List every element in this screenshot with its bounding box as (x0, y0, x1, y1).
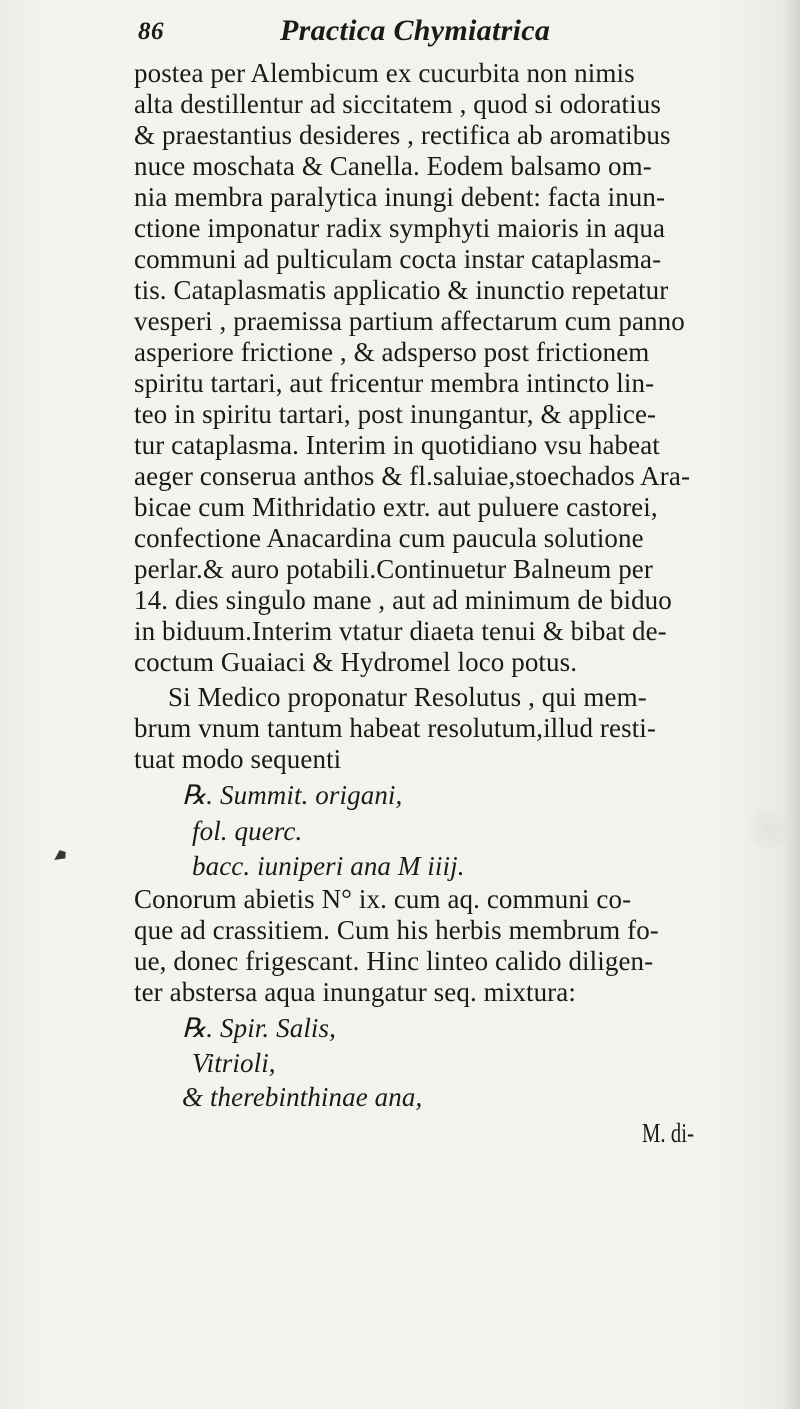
prescription-line: Vitrioli, (192, 1048, 276, 1078)
text-line: coctum Guaiaci & Hydromel loco potus. (134, 647, 578, 677)
text-line: postea per Alembicum ex cucurbita non nimis (134, 58, 635, 88)
text-line: teo in spiritu tartari, post inungantur, & applice- (134, 399, 657, 429)
text-line: ctione imponatur radix symphyti maioris in aqua (134, 213, 666, 243)
prescription-line: fol. querc. (192, 816, 303, 846)
prescription-line: bacc. iuniperi ana M iiij. (192, 851, 465, 881)
printer-mark-icon (49, 845, 71, 867)
paper-stain (748, 810, 788, 850)
text-line: alta destillentur ad siccitatem , quod si odoratius (134, 89, 661, 119)
text-line: perlar.& auro potabili.Continuetur Balneum per (134, 554, 653, 584)
text-line: ue, donec frigescant. Hinc linteo calido diligen- (134, 946, 654, 976)
page-header (138, 14, 698, 54)
text-line: ter abstersa aqua inungatur seq. mixtura: (134, 977, 576, 1007)
text-line: tis. Cataplasmatis applicatio & inunctio repetatur (134, 275, 669, 305)
page-number: 86 (138, 18, 164, 45)
text-line: brum vnum tantum habeat resolutum,illud resti- (134, 713, 657, 743)
catchword: M. di- (642, 1118, 695, 1148)
text-line: asperiore frictione , & adsperso post frictionem (134, 337, 650, 367)
text-line: communi ad pulticulam cocta instar cataplasma- (134, 244, 662, 274)
text-line: confectione Anacardina cum paucula solutione (134, 523, 644, 553)
text-line: tuat modo sequenti (134, 744, 342, 774)
text-line: tur cataplasma. Interim in quotidiano vsu habeat (134, 430, 660, 460)
prescription-line: ℞. Spir. Salis, (182, 1013, 336, 1043)
text-line: nia membra paralytica inungi debent: facta inun- (134, 182, 666, 212)
prescription-line: ℞. Summit. origani, (182, 780, 403, 810)
text-line: aeger conserua anthos & fl.saluiae,stoechados Ara- (134, 461, 691, 491)
text-line: vesperi , praemissa partium affectarum cum panno (134, 306, 685, 336)
text-line: & praestantius desideres , rectifica ab aromatibus (134, 120, 671, 150)
text-line: Conorum abietis N° ix. cum aq. communi co- (134, 884, 632, 914)
page-edge-shadow (782, 0, 800, 1409)
text-line: spiritu tartari, aut fricentur membra intincto lin- (134, 368, 655, 398)
text-line: 14. dies singulo mane , aut ad minimum de biduo (134, 585, 672, 615)
text-line: nuce moschata & Canella. Eodem balsamo om- (134, 151, 652, 181)
prescription-line: & therebinthinae ana, (182, 1082, 423, 1112)
running-head: Practica Chymiatrica (280, 14, 551, 47)
text-line: que ad crassitiem. Cum his herbis membrum fo- (134, 915, 659, 945)
text-line: Si Medico proponatur Resolutus , qui mem- (168, 682, 647, 712)
text-line: bicae cum Mithridatio extr. aut puluere castorei, (134, 492, 658, 522)
text-line: in biduum.Interim vtatur diaeta tenui & bibat de- (134, 616, 667, 646)
